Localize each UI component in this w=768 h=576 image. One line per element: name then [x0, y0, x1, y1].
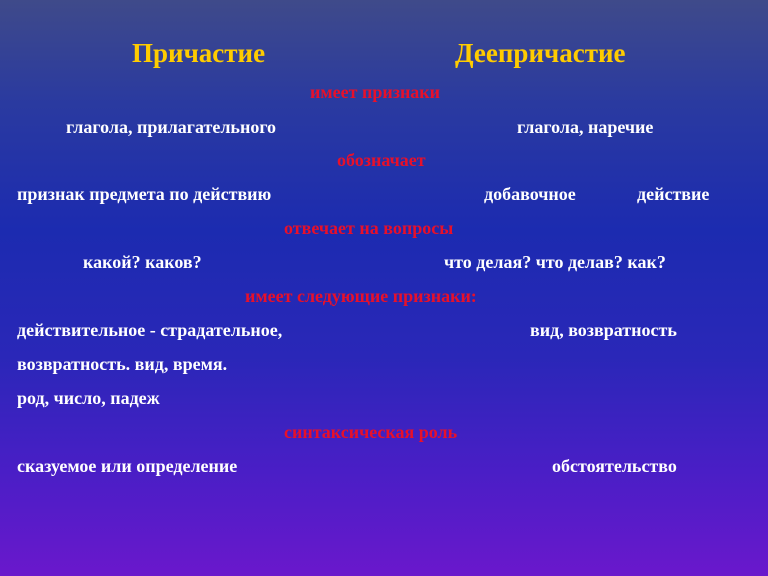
- following-features-label: имеет следующие признаки:: [245, 286, 477, 306]
- has-features-label: имеет признаки: [310, 82, 441, 102]
- participle-denotes: признак предмета по действию: [17, 184, 272, 204]
- gerund-denotes-2: действие: [637, 184, 710, 204]
- gerund-syntax-role: обстоятельство: [552, 456, 677, 476]
- gerund-denotes-1: добавочное: [484, 184, 576, 204]
- syntax-role-label: синтаксическая роль: [284, 422, 458, 442]
- gerund-features: глагола, наречие: [517, 117, 654, 137]
- participle-questions: какой? каков?: [83, 252, 202, 272]
- participle-following-2: возвратность. вид, время.: [17, 354, 228, 374]
- denotes-label: обозначает: [337, 150, 426, 170]
- gerund-questions: что делая? что делав? как?: [444, 252, 666, 272]
- participle-syntax-role: сказуемое или определение: [17, 456, 238, 476]
- gerund-heading: Деепричастие: [455, 38, 626, 68]
- participle-following-1: действительное - страдательное,: [17, 320, 283, 340]
- gerund-following: вид, возвратность: [530, 320, 677, 340]
- participle-features: глагола, прилагательного: [66, 117, 277, 137]
- participle-following-3: род, число, падеж: [17, 388, 160, 408]
- participle-heading: Причастие: [132, 38, 266, 68]
- questions-label: отвечает на вопросы: [284, 218, 454, 238]
